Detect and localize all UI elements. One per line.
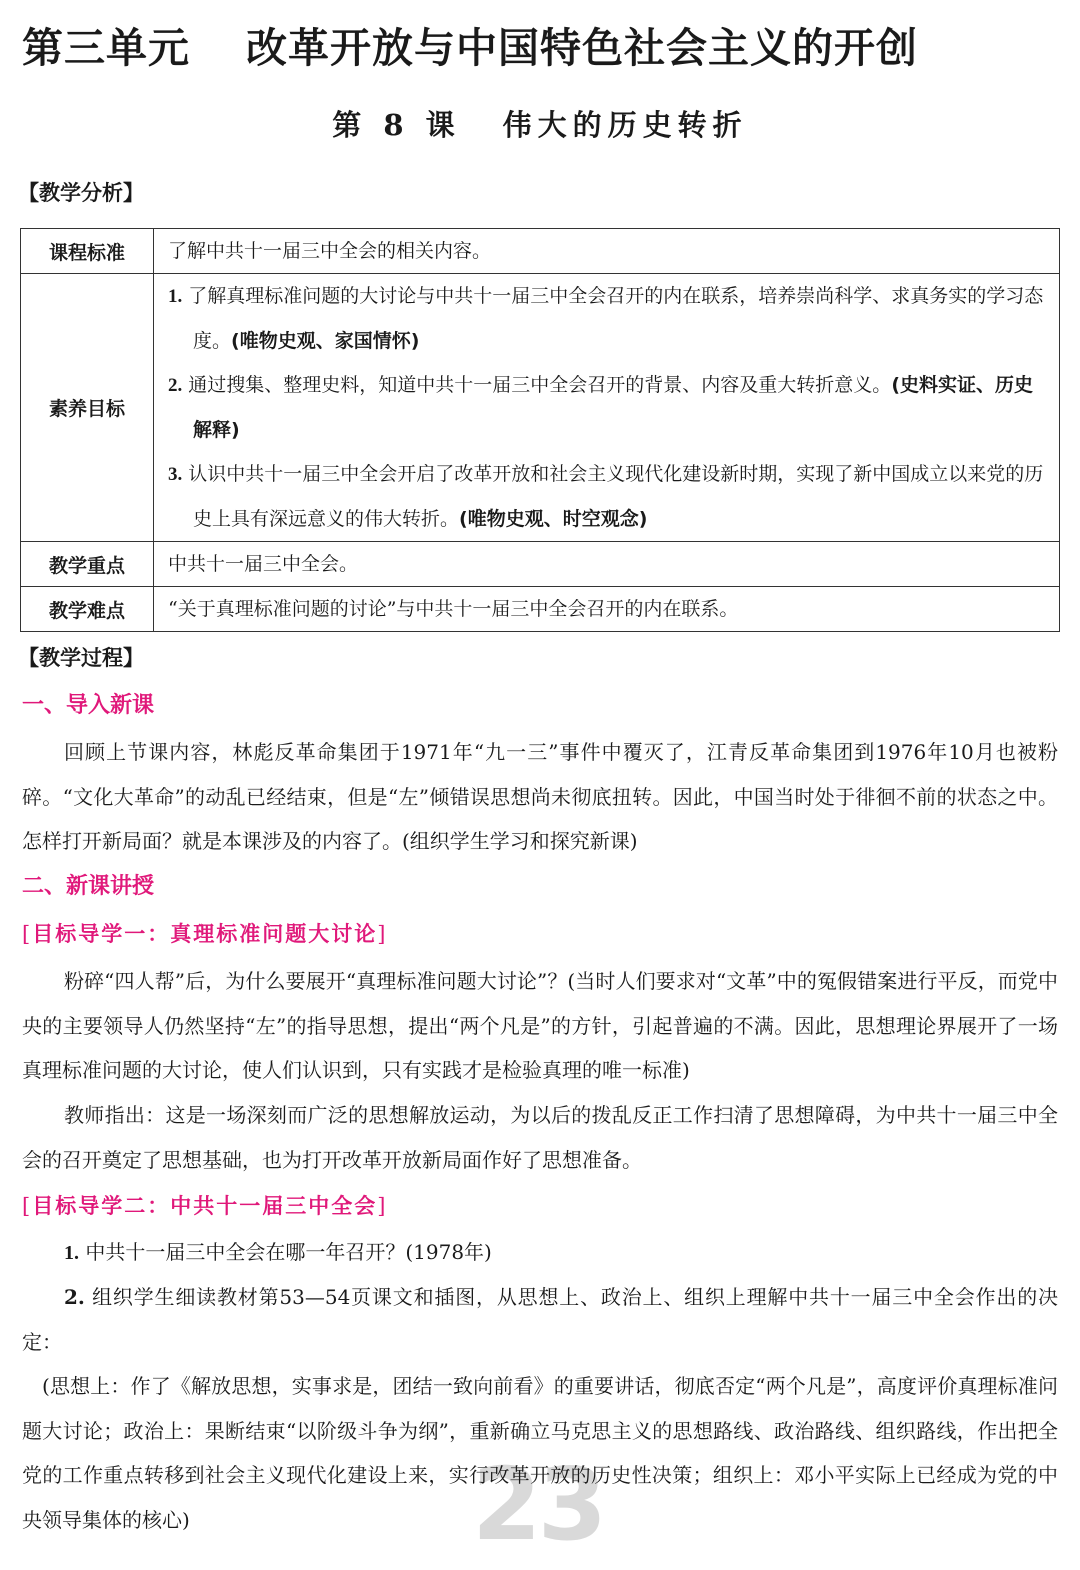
lesson-name: 伟大的历史转折 (502, 108, 748, 142)
analysis-table (20, 228, 1060, 632)
intro-heading: 一、导入新课 (22, 693, 155, 718)
process-heading: 【教学过程】 (18, 646, 144, 670)
row-value: 中共十一届三中全会。 (154, 542, 1060, 587)
unit-title (22, 18, 1062, 78)
goal-item: 1. 了解真理标准问题的大讨论与中共十一届三中全会召开的内在联系，培养崇尚科学、求真务实的学习态度。(唯物史观、家国情怀) (168, 285, 1044, 352)
row-value: “关于真理标准问题的讨论”与中共十一届三中全会召开的内在联系。 (154, 587, 1060, 632)
goal1-paragraph-2: 教师指出：这是一场深刻而广泛的思想解放运动，为以后的拨乱反正工作扫清了思想障碍，为中共十一届三中全会的召开奠定了思想基础，也为打开改革开放新局面作好了思想准备。 (22, 1103, 1058, 1172)
goal-item: 3. 认识中共十一届三中全会开启了改革开放和社会主义现代化建设新时期，实现了新中国成立以来党的历史上具有深远意义的伟大转折。(唯物史观、时空观念) (168, 463, 1044, 530)
question-2: 2. 组织学生细读教材第53—54页课文和插图，从思想上、政治上、组织上理解中共十一届三中全会作出的决定： (22, 1285, 1059, 1354)
goals-list (154, 274, 1060, 542)
page-number: 23 (472, 1446, 604, 1563)
table-row (21, 542, 1060, 587)
goal1-paragraph-1: 粉碎“四人帮”后，为什么要展开“真理标准问题大讨论”？(当时人们要求对“文革”中的冤假错案进行平反，而党中央的主要领导人仍然坚持“左”的指导思想，提出“两个凡是”的方针，引起普遍的不满。因此，思想理论界展开了一场真理标准问题的大讨论，使人们认识到，只有实践才是检验真理的唯一标准) (22, 969, 1058, 1082)
row-label: 教学重点 (21, 542, 154, 587)
goal2-title: [目标导学二：中共十一届三中全会] (22, 1193, 388, 1218)
lesson-title (0, 103, 1080, 147)
table-row (21, 587, 1060, 632)
lesson-number: 第 8 课 (332, 108, 461, 142)
row-label: 素养目标 (21, 274, 154, 542)
decision-answer: (思想上：作了《解放思想，实事求是，团结一致向前看》的重要讲话，彻底否定“两个凡是”，高度评价真理标准问题大讨论；政治上：果断结束“以阶级斗争为纲”，重新确立马克思主义的思想路线、政治路线、组织路线，作出把全党的工作重点转移到社会主义现代化建设上来，实行改革开放的历史性决策；组织上：邓小平实际上已经成为党的中央领导集体的核心) (22, 1374, 1058, 1532)
unit-label: 第三单元 (22, 24, 190, 72)
goal1-title: [目标导学一：真理标准问题大讨论] (22, 921, 388, 946)
question-1: 1. 中共十一届三中全会在哪一年召开？(1978年) (64, 1240, 492, 1264)
goal-item: 2. 通过搜集、整理史料，知道中共十一届三中全会召开的背景、内容及重大转折意义。(史料实证、历史解释) (168, 374, 1033, 441)
row-label: 教学难点 (21, 587, 154, 632)
intro-paragraph: 回顾上节课内容，林彪反革命集团于1971年“九一三”事件中覆灭了，江青反革命集团到1976年10月也被粉碎。“文化大革命”的动乱已经结束，但是“左”倾错误思想尚未彻底扭转。因此，中国当时处于徘徊不前的状态之中。怎样打开新局面？就是本课涉及的内容了。(组织学生学习和探究新课) (22, 740, 1058, 853)
row-value: 了解中共十一届三中全会的相关内容。 (154, 229, 1060, 274)
row-label: 课程标准 (21, 229, 154, 274)
analysis-heading: 【教学分析】 (18, 181, 144, 205)
table-row (21, 229, 1060, 274)
table-row (21, 274, 1060, 542)
new-lesson-heading: 二、新课讲授 (22, 874, 155, 899)
unit-name: 改革开放与中国特色社会主义的开创 (246, 24, 918, 72)
